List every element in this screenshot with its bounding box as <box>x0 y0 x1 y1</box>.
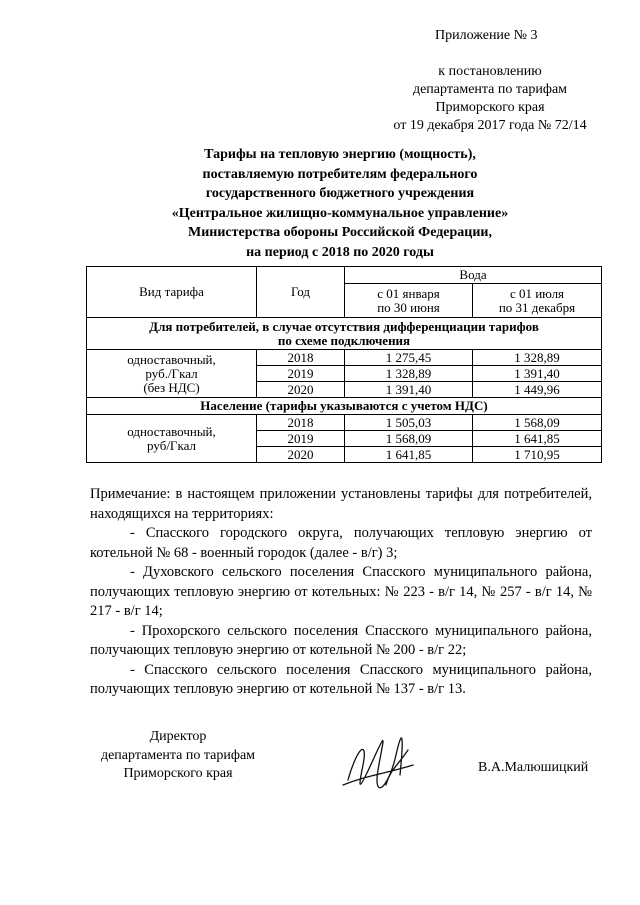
value-cell: 1 568,09 <box>345 431 473 447</box>
year-cell: 2020 <box>257 382 345 398</box>
title-line: государственного бюджетного учреждения <box>205 186 475 201</box>
section-row-2 <box>87 398 602 415</box>
value-cell: 1 328,89 <box>473 350 602 366</box>
table-row <box>87 350 602 366</box>
year-cell: 2018 <box>257 415 345 431</box>
title-line: Тарифы на тепловую энергию (мощность), <box>204 147 476 162</box>
position-line: Приморского края <box>123 766 233 781</box>
table-header-row <box>87 267 602 284</box>
note-item: - Духовского сельского поселения Спасского муниципального района, получающих тепловую энергию от котельных: № 223 - в/г 14, № 257 - в/г 14, № 217 - в/г 14; <box>90 564 592 619</box>
position-line: Директор <box>149 729 207 744</box>
year-cell: 2018 <box>257 350 345 366</box>
document-title <box>130 145 550 262</box>
header-year: Год <box>257 267 345 318</box>
year-cell: 2019 <box>257 431 345 447</box>
year-cell: 2020 <box>257 447 345 463</box>
note-item: - Прохорского сельского поселения Спасского муниципального района, получающих тепловую энергию от котельной № 200 - в/г 22; <box>90 622 592 658</box>
section1-line-2: по схеме подключения <box>277 332 411 348</box>
tariff1-line-2: руб./Гкал <box>145 365 198 381</box>
appendix-number: Приложение № 3 <box>435 28 538 43</box>
period1-from: с 01 января <box>377 285 440 301</box>
position-line: департамента по тарифам <box>100 747 256 763</box>
value-cell: 1 328,89 <box>345 366 473 382</box>
section-row-1 <box>87 318 602 350</box>
period2-to: по 31 декабря <box>498 299 576 315</box>
note-item: - Спасского городского округа, получающих тепловую энергию от котельной № 68 - военный городок (далее - в/г) 3; <box>90 525 592 561</box>
table-row <box>87 415 602 431</box>
value-cell: 1 641,85 <box>345 447 473 463</box>
tariff2-line-2: руб/Гкал <box>147 437 196 453</box>
value-cell: 1 449,96 <box>473 382 602 398</box>
note-item: - Спасского сельского поселения Спасского муниципального района, получающих тепловую энергию от котельной № 137 - в/г 13. <box>90 661 592 697</box>
period1-to: по 30 июня <box>377 299 440 315</box>
value-cell: 1 275,45 <box>345 350 473 366</box>
header-tariff-type: Вид тарифа <box>87 267 257 318</box>
year-cell: 2019 <box>257 366 345 382</box>
tariff1-line-1: одноставочный, <box>127 351 216 367</box>
header-period-2 <box>473 284 602 318</box>
header-water: Вода <box>345 267 602 284</box>
appendix-line-2: департамента по тарифам <box>412 82 568 97</box>
signatory-position <box>88 728 268 784</box>
appendix-line-4: от 19 декабря 2017 года № 72/14 <box>393 118 587 133</box>
value-cell: 1 641,85 <box>473 431 602 447</box>
tariff-table <box>86 266 602 463</box>
value-cell: 1 710,95 <box>473 447 602 463</box>
tariff-type-cell-1 <box>87 350 257 398</box>
handwritten-signature <box>328 735 428 795</box>
appendix-line-1: к постановлению <box>438 64 542 79</box>
value-cell: 1 505,03 <box>345 415 473 431</box>
value-cell: 1 391,40 <box>345 382 473 398</box>
section-title-2: Население (тарифы указываются с учетом НДС) <box>87 398 602 415</box>
title-line: на период с 2018 по 2020 годы <box>246 244 434 260</box>
section1-line-1: Для потребителей, в случае отсутствия дифференциации тарифов <box>149 318 539 334</box>
header-period-1 <box>345 284 473 318</box>
title-line: Министерства обороны Российской Федерации, <box>187 225 492 240</box>
appendix-line-3: Приморского края <box>435 100 545 115</box>
tariff1-line-3: (без НДС) <box>143 379 200 395</box>
title-line: «Центральное жилищно-коммунальное управление» <box>171 205 509 221</box>
value-cell: 1 391,40 <box>473 366 602 382</box>
note-intro: Примечание: в настоящем приложении установлены тарифы для потребителей, находящихся на территориях: <box>90 486 592 522</box>
period2-from: с 01 июля <box>509 285 565 301</box>
signatory-name: В.А.Малюшицкий <box>478 760 589 775</box>
section-title-1 <box>87 318 602 350</box>
title-line: поставляемую потребителям федерального <box>202 166 478 182</box>
value-cell: 1 568,09 <box>473 415 602 431</box>
tariff-type-cell-2 <box>87 415 257 463</box>
note-section <box>90 485 592 700</box>
tariff2-line-1: одноставочный, <box>127 423 216 439</box>
